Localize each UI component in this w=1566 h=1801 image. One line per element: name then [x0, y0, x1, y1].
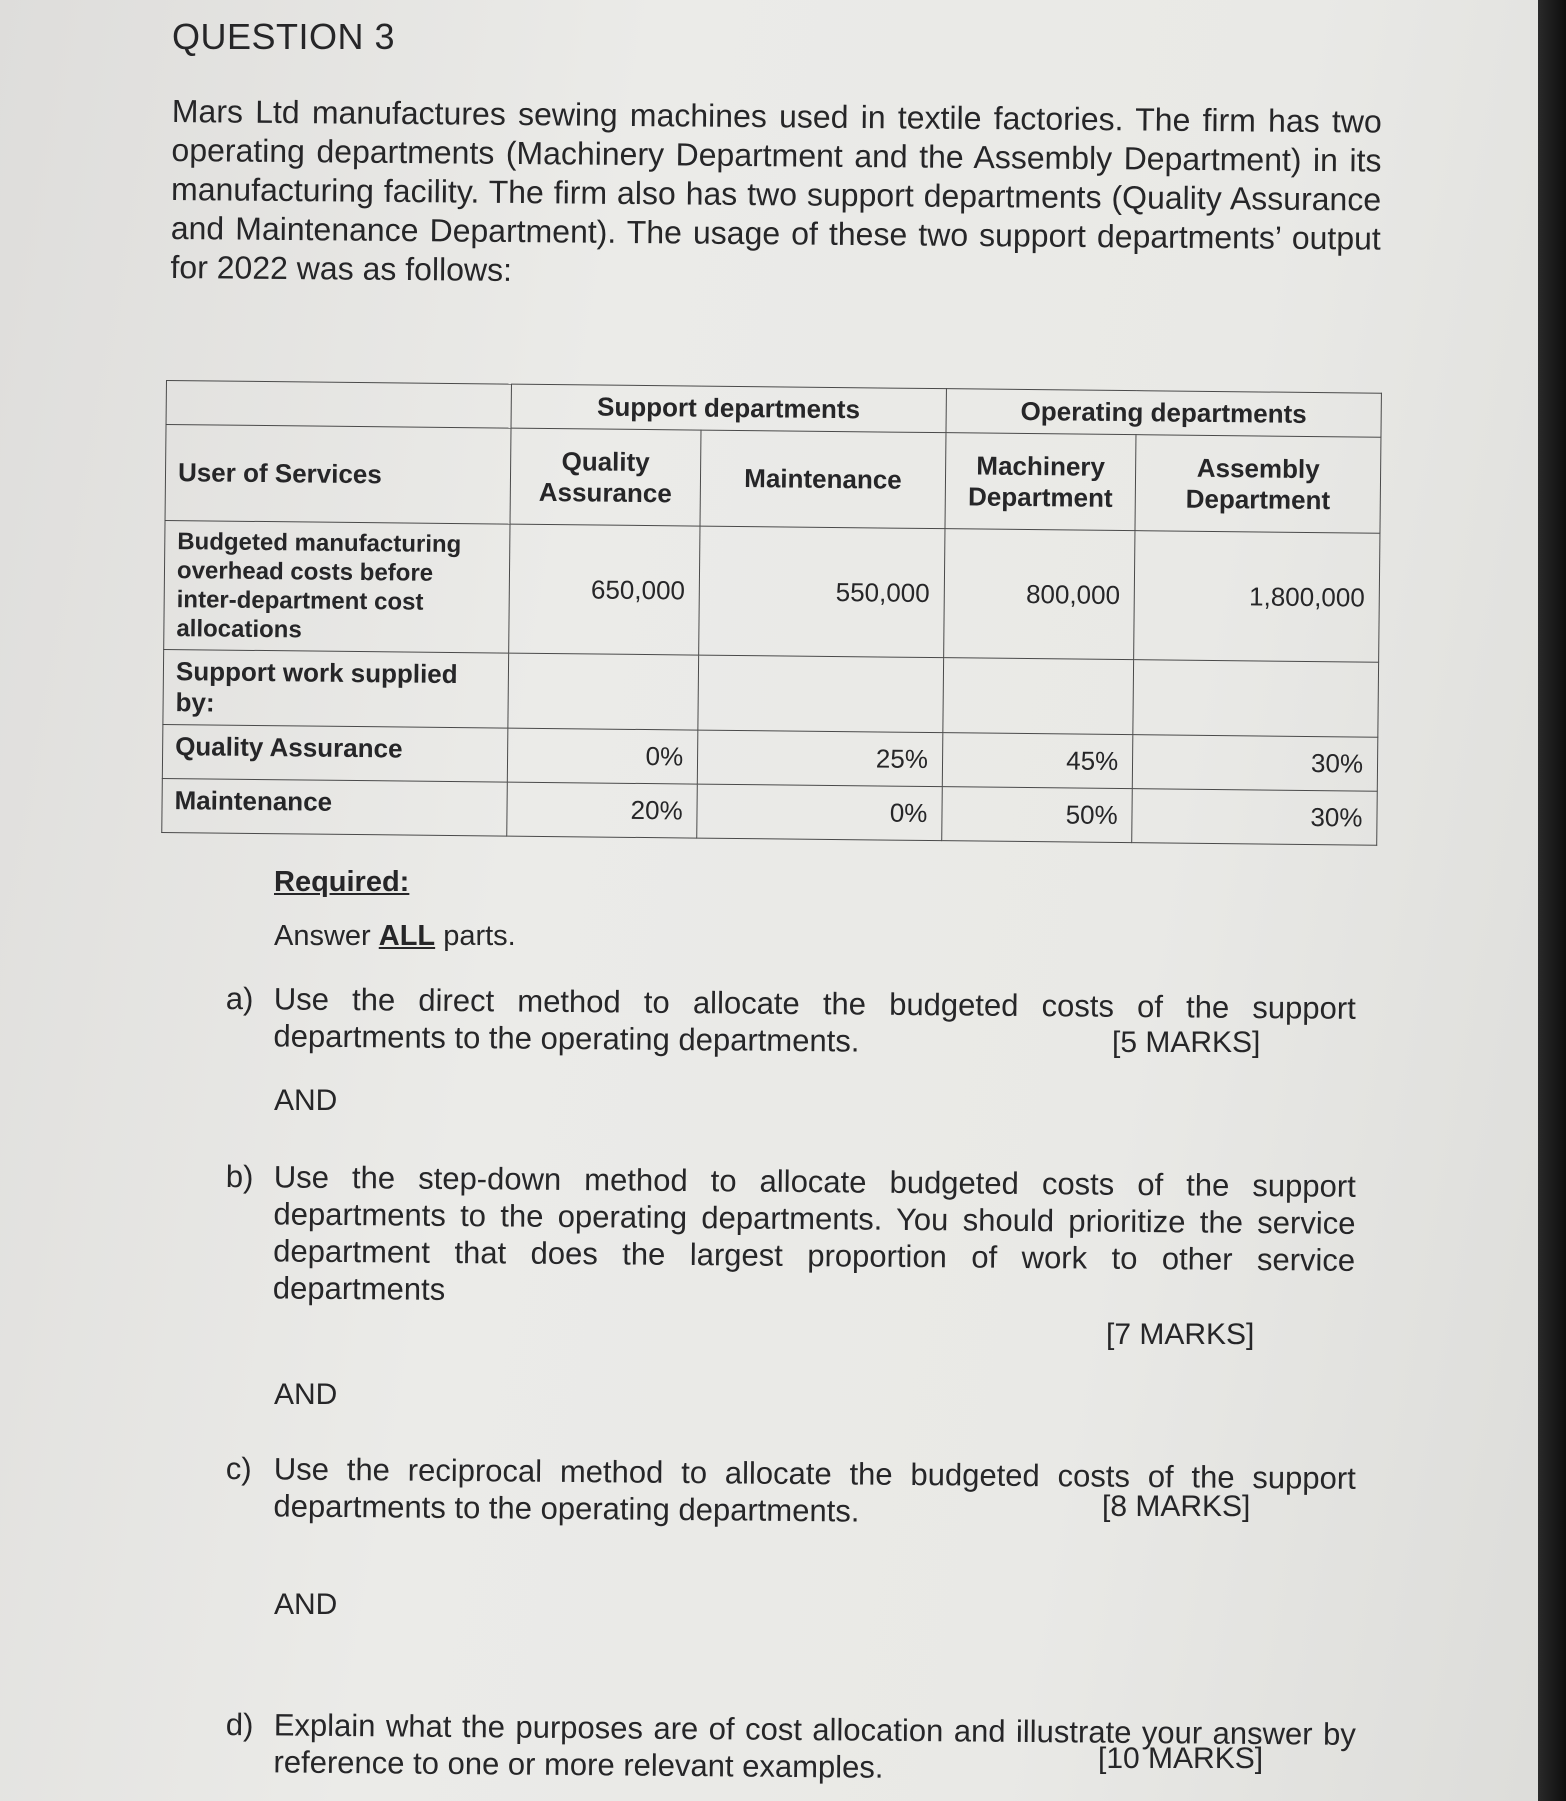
table-row [163, 649, 1379, 737]
and-label: AND [274, 1084, 338, 1117]
part-a-marks: [5 MARKS] [1112, 1026, 1261, 1059]
and-label: AND [274, 1588, 338, 1621]
operating-departments-header: Operating departments [946, 389, 1382, 438]
support-departments-header: Support departments [511, 384, 947, 433]
part-c-text: Use the reciprocal method to allocate the budgeted costs of the support departments to the operating departments. [273, 1451, 1356, 1529]
part-b [225, 1158, 1356, 1316]
part-d-letter: d) [225, 1707, 254, 1743]
part-c-marks: [8 MARKS] [1102, 1490, 1251, 1523]
part-d-marks: [10 MARKS] [1098, 1742, 1264, 1775]
empty-cell [508, 653, 699, 730]
intro-paragraph: Mars Ltd manufactures sewing machines used in textile factories. The firm has two operating departments (Machinery Department and the Assembly Department) in its manufacturing facility. The firm also has two support departments (Quality Assurance and Maintenance Department). The usage of these two support departments’ output for 2022 was as follows: [170, 92, 1382, 288]
budget-row-label: Budgeted manufacturing overhead costs before inter-department cost allocations [164, 520, 510, 653]
col-maintenance: Maintenance [700, 430, 946, 529]
budget-assembly: 1,800,000 [1134, 531, 1380, 663]
user-of-services-header: User of Services [165, 425, 511, 525]
page-edge-shadow [1538, 0, 1566, 1801]
table-column-header-row [165, 425, 1381, 534]
maint-to-quality-assurance: 20% [507, 782, 698, 838]
empty-cell [698, 655, 944, 733]
table-row [162, 778, 1377, 845]
maint-to-assembly: 30% [1132, 789, 1377, 846]
budget-maintenance: 550,000 [699, 526, 945, 658]
table-row [164, 520, 1380, 662]
answer-suffix: parts. [443, 920, 516, 952]
maint-to-machinery: 50% [942, 787, 1133, 843]
part-b-letter: b) [225, 1159, 254, 1195]
row-label-maintenance: Maintenance [162, 778, 507, 836]
required-heading: Required: [274, 866, 410, 898]
qa-to-assembly: 30% [1132, 735, 1377, 792]
budget-machinery: 800,000 [944, 529, 1136, 660]
part-a-letter: a) [225, 980, 254, 1017]
row-label-quality-assurance: Quality Assurance [162, 724, 507, 782]
empty-cell [943, 658, 1134, 735]
empty-corner-cell [166, 381, 511, 429]
col-quality-assurance: Quality Assurance [510, 428, 701, 526]
question-title: QUESTION 3 [172, 16, 396, 57]
col-assembly-department: Assembly Department [1135, 435, 1381, 534]
budget-quality-assurance: 650,000 [508, 524, 700, 655]
part-b-marks: [7 MARKS] [1106, 1318, 1255, 1351]
and-label: AND [274, 1378, 338, 1411]
part-c-letter: c) [225, 1451, 252, 1487]
col-machinery-department: Machinery Department [945, 433, 1136, 531]
support-work-label: Support work supplied by: [163, 649, 509, 728]
part-b-text: Use the step-down method to allocate budgeted costs of the support departments to the operating departments. You should prioritize the service department that does the largest proportion of work to other service departments [272, 1159, 1356, 1307]
cost-allocation-table [161, 380, 1382, 846]
qa-to-machinery: 45% [942, 733, 1133, 789]
empty-cell [1133, 660, 1379, 738]
maint-to-maintenance: 0% [697, 784, 942, 841]
answer-instruction [274, 920, 516, 953]
qa-to-maintenance: 25% [697, 730, 942, 787]
part-a-text: Use the direct method to allocate the budgeted costs of the support departments to the operating departments. [273, 981, 1356, 1059]
answer-prefix: Answer [274, 920, 371, 952]
answer-all: ALL [378, 920, 436, 952]
part-d-text: Explain what the purposes are of cost allocation and illustrate your answer by reference to one or more relevant examples. [273, 1707, 1356, 1785]
qa-to-quality-assurance: 0% [507, 728, 698, 784]
